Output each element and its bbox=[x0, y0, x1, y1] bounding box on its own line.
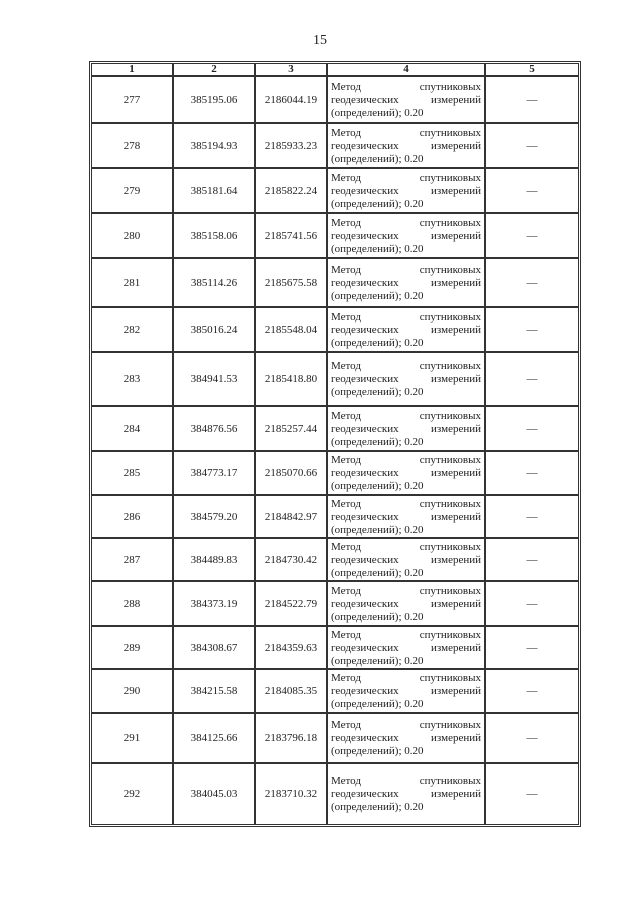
column-header-3: 3 bbox=[255, 63, 327, 76]
geodetic-word: геодезических bbox=[331, 422, 399, 435]
method-line-1 bbox=[331, 81, 481, 94]
note-cell: — bbox=[485, 213, 579, 258]
point-number-cell: 281 bbox=[91, 258, 173, 307]
method-line-3: (определений); 0.20 bbox=[331, 152, 424, 165]
x-coordinate-cell: 384125.66 bbox=[173, 713, 255, 763]
table-row bbox=[91, 168, 579, 213]
column-header-1: 1 bbox=[91, 63, 173, 76]
coordinates-table-frame bbox=[89, 61, 581, 827]
note-cell: — bbox=[485, 406, 579, 451]
satellite-word: спутниковых bbox=[419, 719, 481, 731]
method-line-3: (определений); 0.20 bbox=[331, 242, 424, 255]
x-coordinate-cell: 385195.06 bbox=[173, 76, 255, 123]
satellite-word: спутниковых bbox=[419, 540, 481, 553]
method-line-2 bbox=[331, 230, 481, 243]
y-coordinate-cell: 2184085.35 bbox=[255, 669, 327, 713]
method-description-cell bbox=[327, 406, 485, 451]
x-coordinate-cell: 385181.64 bbox=[173, 168, 255, 213]
method-line-2 bbox=[331, 511, 481, 524]
column-header-5: 5 bbox=[485, 63, 579, 76]
column-header-2: 2 bbox=[173, 63, 255, 76]
measurements-word: измерений bbox=[431, 553, 481, 566]
method-line-2 bbox=[331, 94, 481, 107]
table-row bbox=[91, 352, 579, 406]
geodetic-word: геодезических bbox=[331, 553, 399, 566]
method-line-1 bbox=[331, 498, 481, 511]
y-coordinate-cell: 2185548.04 bbox=[255, 307, 327, 352]
method-word: Метод bbox=[331, 360, 361, 372]
geodetic-word: геодезических bbox=[331, 139, 399, 152]
method-line-3: (определений); 0.20 bbox=[331, 745, 424, 757]
measurements-word: измерений bbox=[431, 467, 481, 479]
x-coordinate-cell: 385114.26 bbox=[173, 258, 255, 307]
x-coordinate-cell: 385158.06 bbox=[173, 213, 255, 258]
geodetic-word: геодезических bbox=[331, 467, 399, 479]
geodetic-word: геодезических bbox=[331, 597, 399, 610]
geodetic-word: геодезических bbox=[331, 373, 399, 385]
point-number-cell: 282 bbox=[91, 307, 173, 352]
method-description-cell bbox=[327, 451, 485, 495]
point-number-cell: 283 bbox=[91, 352, 173, 406]
method-line-1 bbox=[331, 311, 481, 324]
measurements-word: измерений bbox=[431, 276, 481, 289]
x-coordinate-cell: 384308.67 bbox=[173, 626, 255, 669]
y-coordinate-cell: 2183796.18 bbox=[255, 713, 327, 763]
note-cell: — bbox=[485, 451, 579, 495]
geodetic-word: геодезических bbox=[331, 93, 399, 106]
measurements-word: измерений bbox=[431, 229, 481, 242]
geodetic-word: геодезических bbox=[331, 685, 399, 697]
method-description-cell bbox=[327, 123, 485, 168]
y-coordinate-cell: 2185933.23 bbox=[255, 123, 327, 168]
y-coordinate-cell: 2184522.79 bbox=[255, 581, 327, 626]
method-word: Метод bbox=[331, 497, 361, 510]
y-coordinate-cell: 2185070.66 bbox=[255, 451, 327, 495]
point-number-cell: 279 bbox=[91, 168, 173, 213]
satellite-word: спутниковых bbox=[419, 775, 481, 787]
geodetic-word: геодезических bbox=[331, 641, 399, 654]
note-cell: — bbox=[485, 581, 579, 626]
y-coordinate-cell: 2185822.24 bbox=[255, 168, 327, 213]
point-number-cell: 288 bbox=[91, 581, 173, 626]
method-line-1 bbox=[331, 585, 481, 598]
note-cell: — bbox=[485, 123, 579, 168]
measurements-word: измерений bbox=[431, 139, 481, 152]
y-coordinate-cell: 2185675.58 bbox=[255, 258, 327, 307]
method-word: Метод bbox=[331, 80, 361, 93]
point-number-cell: 278 bbox=[91, 123, 173, 168]
method-description-cell bbox=[327, 307, 485, 352]
satellite-word: спутниковых bbox=[419, 497, 481, 510]
method-line-2 bbox=[331, 788, 481, 801]
measurements-word: измерений bbox=[431, 732, 481, 744]
table-row bbox=[91, 538, 579, 581]
note-cell: — bbox=[485, 713, 579, 763]
note-cell: — bbox=[485, 307, 579, 352]
method-line-1 bbox=[331, 264, 481, 277]
method-line-2 bbox=[331, 277, 481, 290]
measurements-word: измерений bbox=[431, 685, 481, 697]
method-line-2 bbox=[331, 324, 481, 337]
satellite-word: спутниковых bbox=[419, 216, 481, 229]
satellite-word: спутниковых bbox=[419, 171, 481, 184]
method-description-cell bbox=[327, 538, 485, 581]
geodetic-word: геодезических bbox=[331, 788, 399, 800]
method-description-cell bbox=[327, 495, 485, 538]
method-word: Метод bbox=[331, 719, 361, 731]
method-word: Метод bbox=[331, 540, 361, 553]
method-word: Метод bbox=[331, 672, 361, 684]
method-word: Метод bbox=[331, 584, 361, 597]
x-coordinate-cell: 384773.17 bbox=[173, 451, 255, 495]
method-description-cell bbox=[327, 76, 485, 123]
note-cell: — bbox=[485, 76, 579, 123]
geodetic-word: геодезических bbox=[331, 229, 399, 242]
method-line-3: (определений); 0.20 bbox=[331, 197, 424, 210]
y-coordinate-cell: 2185257.44 bbox=[255, 406, 327, 451]
method-line-2 bbox=[331, 140, 481, 153]
table-row bbox=[91, 307, 579, 352]
method-description-cell bbox=[327, 213, 485, 258]
table-header-row bbox=[91, 63, 579, 76]
point-number-cell: 285 bbox=[91, 451, 173, 495]
note-cell: — bbox=[485, 538, 579, 581]
method-line-3: (определений); 0.20 bbox=[331, 654, 424, 667]
table-row bbox=[91, 581, 579, 626]
method-line-3: (определений); 0.20 bbox=[331, 801, 424, 813]
method-description-cell bbox=[327, 168, 485, 213]
method-line-2 bbox=[331, 732, 481, 745]
point-number-cell: 286 bbox=[91, 495, 173, 538]
y-coordinate-cell: 2185418.80 bbox=[255, 352, 327, 406]
x-coordinate-cell: 384579.20 bbox=[173, 495, 255, 538]
method-line-1 bbox=[331, 719, 481, 732]
table-row bbox=[91, 713, 579, 763]
x-coordinate-cell: 385016.24 bbox=[173, 307, 255, 352]
geodetic-word: геодезических bbox=[331, 323, 399, 336]
method-line-3: (определений); 0.20 bbox=[331, 610, 424, 623]
table-row bbox=[91, 626, 579, 669]
method-line-1 bbox=[331, 172, 481, 185]
point-number-cell: 290 bbox=[91, 669, 173, 713]
method-word: Метод bbox=[331, 216, 361, 229]
method-description-cell bbox=[327, 763, 485, 825]
table-row bbox=[91, 495, 579, 538]
x-coordinate-cell: 384045.03 bbox=[173, 763, 255, 825]
measurements-word: измерений bbox=[431, 184, 481, 197]
table-row bbox=[91, 76, 579, 123]
y-coordinate-cell: 2184359.63 bbox=[255, 626, 327, 669]
table-row bbox=[91, 123, 579, 168]
method-word: Метод bbox=[331, 409, 361, 422]
method-line-2 bbox=[331, 642, 481, 655]
method-line-3: (определений); 0.20 bbox=[331, 566, 424, 579]
column-header-4: 4 bbox=[327, 63, 485, 76]
x-coordinate-cell: 384489.83 bbox=[173, 538, 255, 581]
y-coordinate-cell: 2183710.32 bbox=[255, 763, 327, 825]
method-line-2 bbox=[331, 554, 481, 567]
method-word: Метод bbox=[331, 171, 361, 184]
method-line-2 bbox=[331, 467, 481, 480]
point-number-cell: 291 bbox=[91, 713, 173, 763]
method-line-3: (определений); 0.20 bbox=[331, 698, 424, 710]
geodetic-word: геодезических bbox=[331, 732, 399, 744]
note-cell: — bbox=[485, 258, 579, 307]
table-row bbox=[91, 669, 579, 713]
method-description-cell bbox=[327, 258, 485, 307]
method-word: Метод bbox=[331, 310, 361, 323]
method-word: Метод bbox=[331, 126, 361, 139]
x-coordinate-cell: 384373.19 bbox=[173, 581, 255, 626]
measurements-word: измерений bbox=[431, 422, 481, 435]
point-number-cell: 287 bbox=[91, 538, 173, 581]
satellite-word: спутниковых bbox=[419, 126, 481, 139]
note-cell: — bbox=[485, 669, 579, 713]
y-coordinate-cell: 2186044.19 bbox=[255, 76, 327, 123]
measurements-word: измерений bbox=[431, 323, 481, 336]
satellite-word: спутниковых bbox=[419, 360, 481, 372]
satellite-word: спутниковых bbox=[419, 454, 481, 466]
satellite-word: спутниковых bbox=[419, 584, 481, 597]
method-description-cell bbox=[327, 581, 485, 626]
coordinates-table bbox=[91, 63, 579, 825]
point-number-cell: 284 bbox=[91, 406, 173, 451]
method-description-cell bbox=[327, 626, 485, 669]
point-number-cell: 280 bbox=[91, 213, 173, 258]
method-word: Метод bbox=[331, 628, 361, 641]
table-body bbox=[91, 76, 579, 825]
table-row bbox=[91, 258, 579, 307]
method-line-1 bbox=[331, 672, 481, 685]
method-line-3: (определений); 0.20 bbox=[331, 386, 424, 398]
x-coordinate-cell: 384876.56 bbox=[173, 406, 255, 451]
satellite-word: спутниковых bbox=[419, 628, 481, 641]
method-line-3: (определений); 0.20 bbox=[331, 435, 424, 448]
satellite-word: спутниковых bbox=[419, 672, 481, 684]
method-line-1 bbox=[331, 127, 481, 140]
page-number: 15 bbox=[313, 33, 327, 48]
y-coordinate-cell: 2184730.42 bbox=[255, 538, 327, 581]
method-line-3: (определений); 0.20 bbox=[331, 523, 424, 536]
table-row bbox=[91, 763, 579, 825]
method-line-2 bbox=[331, 185, 481, 198]
y-coordinate-cell: 2185741.56 bbox=[255, 213, 327, 258]
satellite-word: спутниковых bbox=[419, 310, 481, 323]
method-line-3: (определений); 0.20 bbox=[331, 480, 424, 492]
geodetic-word: геодезических bbox=[331, 276, 399, 289]
point-number-cell: 292 bbox=[91, 763, 173, 825]
x-coordinate-cell: 384941.53 bbox=[173, 352, 255, 406]
method-line-1 bbox=[331, 541, 481, 554]
measurements-word: измерений bbox=[431, 641, 481, 654]
method-line-3: (определений); 0.20 bbox=[331, 336, 424, 349]
geodetic-word: геодезических bbox=[331, 184, 399, 197]
geodetic-word: геодезических bbox=[331, 510, 399, 523]
satellite-word: спутниковых bbox=[419, 263, 481, 276]
method-word: Метод bbox=[331, 454, 361, 466]
measurements-word: измерений bbox=[431, 510, 481, 523]
method-description-cell bbox=[327, 669, 485, 713]
method-line-1 bbox=[331, 775, 481, 788]
measurements-word: измерений bbox=[431, 597, 481, 610]
table-row bbox=[91, 213, 579, 258]
method-line-1 bbox=[331, 217, 481, 230]
note-cell: — bbox=[485, 495, 579, 538]
note-cell: — bbox=[485, 352, 579, 406]
measurements-word: измерений bbox=[431, 93, 481, 106]
method-line-2 bbox=[331, 598, 481, 611]
method-line-1 bbox=[331, 410, 481, 423]
table-row bbox=[91, 451, 579, 495]
method-line-1 bbox=[331, 454, 481, 467]
note-cell: — bbox=[485, 168, 579, 213]
y-coordinate-cell: 2184842.97 bbox=[255, 495, 327, 538]
method-line-2 bbox=[331, 685, 481, 698]
method-line-3: (определений); 0.20 bbox=[331, 289, 424, 302]
method-line-1 bbox=[331, 360, 481, 373]
x-coordinate-cell: 384215.58 bbox=[173, 669, 255, 713]
point-number-cell: 277 bbox=[91, 76, 173, 123]
method-line-2 bbox=[331, 423, 481, 436]
method-word: Метод bbox=[331, 263, 361, 276]
method-description-cell bbox=[327, 713, 485, 763]
note-cell: — bbox=[485, 763, 579, 825]
method-description-cell bbox=[327, 352, 485, 406]
point-number-cell: 289 bbox=[91, 626, 173, 669]
measurements-word: измерений bbox=[431, 788, 481, 800]
table-row bbox=[91, 406, 579, 451]
note-cell: — bbox=[485, 626, 579, 669]
method-word: Метод bbox=[331, 775, 361, 787]
satellite-word: спутниковых bbox=[419, 80, 481, 93]
method-line-1 bbox=[331, 629, 481, 642]
method-line-3: (определений); 0.20 bbox=[331, 106, 424, 119]
measurements-word: измерений bbox=[431, 373, 481, 385]
method-line-2 bbox=[331, 373, 481, 386]
satellite-word: спутниковых bbox=[419, 409, 481, 422]
x-coordinate-cell: 385194.93 bbox=[173, 123, 255, 168]
